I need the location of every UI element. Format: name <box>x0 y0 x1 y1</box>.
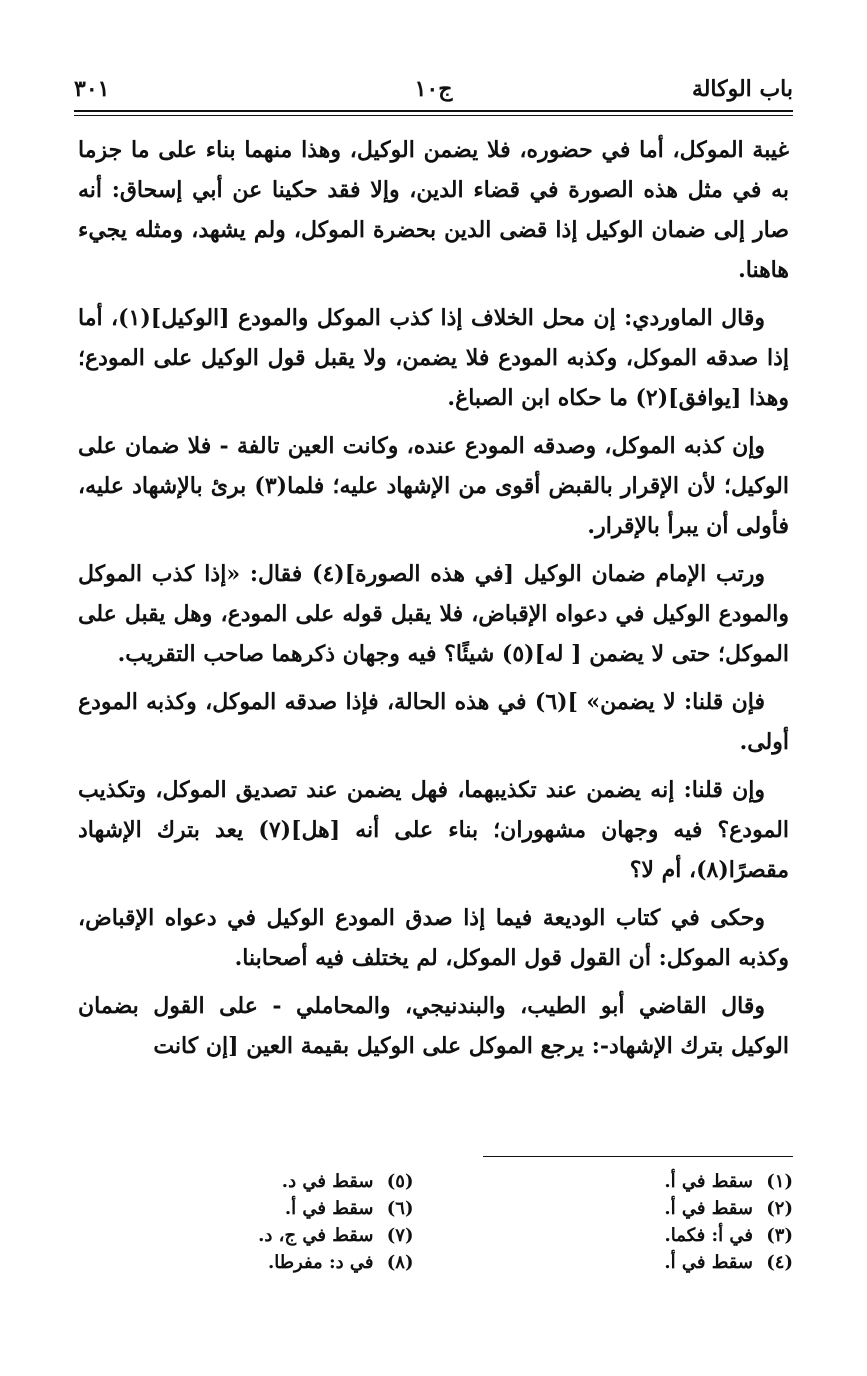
paragraph: فإن قلنا: لا يضمن» ](٦) في هذه الحالة، فإذا صدقه الموكل، وكذبه المودع أولى. <box>78 689 789 755</box>
running-header <box>74 70 793 114</box>
paragraph: وحكى في كتاب الوديعة فيما إذا صدق المودع الوكيل في دعواه الإقباض، وكذبه الموكل: أن القول قول الموكل، لم يختلف فيه أصحابنا. <box>78 905 789 971</box>
section-title: باب الوكالة <box>691 76 793 102</box>
footnote-text: سقط في ج، د. <box>258 1225 374 1246</box>
header-rule <box>74 110 793 112</box>
footnote-number: (٣) <box>766 1225 793 1246</box>
footnote-text: سقط في أ. <box>284 1198 374 1219</box>
paragraph: وإن قلنا: إنه يضمن عند تكذيبهما، فهل يضمن عند تصديق الموكل، وتكذيب المودع؟ فيه وجهان مشهوران؛ بناء على أنه [هل](٧) يعد بترك الإشهاد مقصرًا(٨)، أم لا؟ <box>78 777 790 883</box>
footnote-text: سقط في أ. <box>664 1252 753 1273</box>
footnote-text: سقط في د. <box>281 1171 374 1192</box>
paragraph: ورتب الإمام ضمان الوكيل [في هذه الصورة](٤) فقال: «إذا كذب الموكل والمودع الوكيل في دعواه الإقباض، فلا يقبل قوله على المودع، وهل يقبل على الموكل؛ حتى لا يضمن [ له](٥) شيئًا؟ فيه وجهان ذكرهما صاحب التقريب. <box>78 561 789 667</box>
footnote <box>74 1249 414 1276</box>
footnotes <box>74 1168 793 1276</box>
footnote-text: في د: مفرطا. <box>267 1252 374 1273</box>
footnote-number: (٧) <box>386 1225 414 1246</box>
footnote <box>74 1195 414 1222</box>
paragraph: غيبة الموكل، أما في حضوره، فلا يضمن الوكيل، وهذا منهما بناء على ما جزما به في مثل هذه الصورة في قضاء الدين، وإلا فقد حكينا عن أبي إسحاق: أنه صار إلى ضمان الوكيل إذا قضى الدين بحضرة الموكل، ولم يشهد، ومثله يجيء هاهنا. <box>78 137 789 283</box>
footnote <box>454 1249 794 1276</box>
paragraph: وقال الماوردي: إن محل الخلاف إذا كذب الموكل والمودع [الوكيل](١)، أما إذا صدقه الموكل، وكذبه المودع فلا يضمن، ولا يقبل قول الوكيل على المودع؛ وهذا [يوافق](٢) ما حكاه ابن الصباغ. <box>78 305 789 411</box>
paragraph: وإن كذبه الموكل، وصدقه المودع عنده، وكانت العين تالفة - فلا ضمان على الوكيل؛ لأن الإقرار بالقبض أقوى من الإشهاد عليه؛ فلما(٣) برئ بالإشهاد عليه، فأولى أن يبرأ بالإقرار. <box>78 433 789 539</box>
footnote-number: (١) <box>766 1171 793 1192</box>
footnote-number: (٨) <box>386 1252 414 1273</box>
footnote-text: في أ: فكما. <box>664 1225 753 1246</box>
footnote-rule <box>483 1156 793 1157</box>
footnote-number: (٤) <box>766 1252 793 1273</box>
paragraph: وقال القاضي أبو الطيب، والبندنيجي، والمحاملي - على القول بضمان الوكيل بترك الإشهاد-: يرجع الموكل على الوكيل بقيمة العين [إن كانت <box>78 993 789 1059</box>
volume-number: ج١٠ <box>414 76 453 102</box>
footnote <box>454 1195 794 1222</box>
footnote-text: سقط في أ. <box>664 1171 753 1192</box>
footnote-number: (٢) <box>766 1198 793 1219</box>
footnote <box>454 1168 794 1195</box>
footnote-number: (٦) <box>386 1198 414 1219</box>
header-rule-thin <box>74 115 793 116</box>
main-text <box>78 130 789 1074</box>
footnote <box>74 1168 414 1195</box>
page-number: ٣٠١ <box>74 76 110 102</box>
footnote-number: (٥) <box>386 1171 414 1192</box>
footnote <box>74 1222 414 1249</box>
footnote <box>454 1222 794 1249</box>
footnote-text: سقط في أ. <box>664 1198 753 1219</box>
